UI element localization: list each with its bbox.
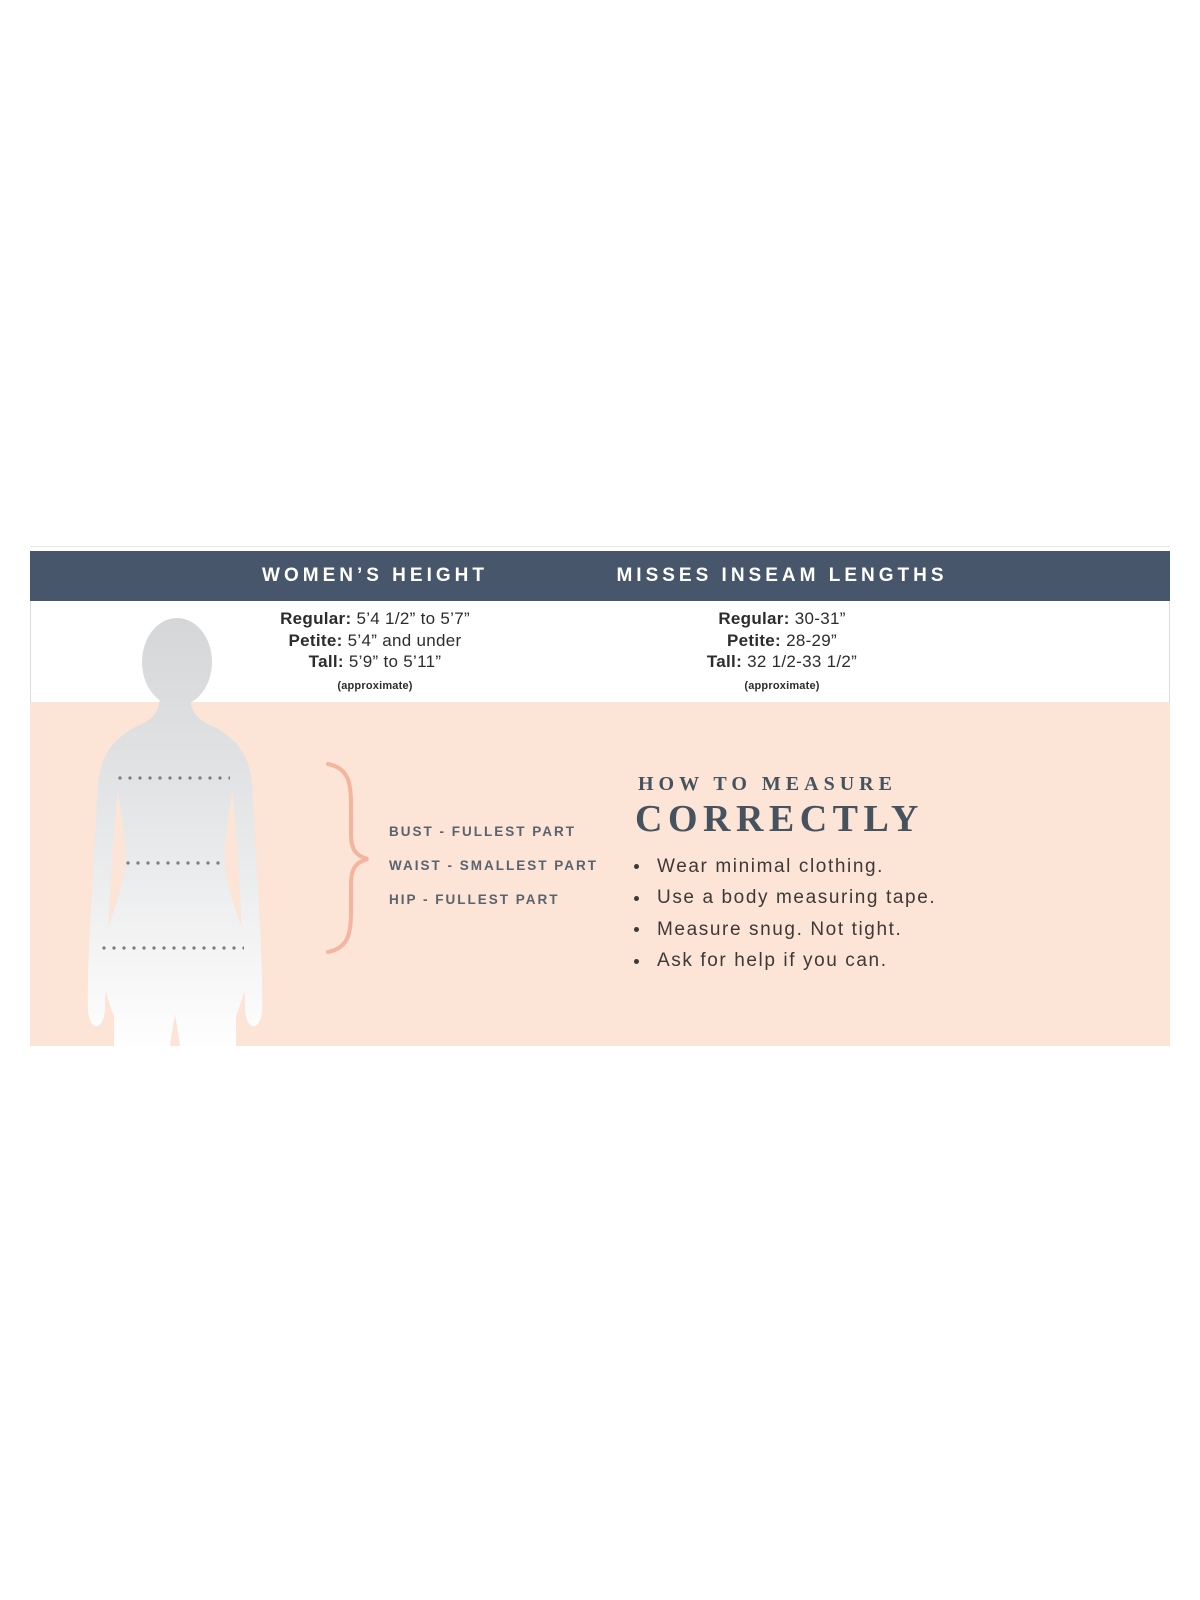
bullet-dot (634, 927, 639, 932)
spec-line-petite (280, 630, 470, 652)
body-measure-labels (389, 824, 598, 926)
hip-dotted-line (102, 946, 244, 950)
tip-item (634, 920, 936, 939)
size-guide-band (30, 551, 1170, 1046)
spec-line-petite (707, 630, 857, 652)
waist-dotted-line (126, 861, 222, 865)
spec-label: Regular: (718, 609, 790, 628)
spec-label: Tall: (706, 652, 743, 671)
female-body-silhouette (78, 616, 272, 1046)
tip-text: Wear minimal clothing. (657, 855, 885, 877)
tip-text: Measure snug. Not tight. (657, 918, 903, 940)
spec-value: 5’9” to 5’11” (348, 652, 442, 671)
misses-inseam-specs (707, 608, 857, 697)
column-header-womens-height: WOMEN’S HEIGHT (262, 565, 488, 586)
spec-value: 5’4” and under (347, 630, 462, 650)
spec-value: 30-31” (794, 609, 846, 628)
spec-label: Tall: (308, 652, 344, 671)
hip-label: HIP - FULLEST PART (389, 892, 560, 907)
approximate-note: (approximate) (337, 679, 413, 692)
spec-value: 28-29” (786, 630, 838, 650)
spec-value: 5’4 1/2” to 5’7” (356, 609, 470, 628)
bullet-dot (634, 959, 639, 964)
tip-text: Ask for help if you can. (657, 950, 888, 971)
how-to-measure-heading (635, 773, 924, 841)
bust-label: BUST - FULLEST PART (389, 824, 576, 839)
column-header-misses-inseam: MISSES INSEAM LENGTHS (616, 565, 948, 586)
bust-dotted-line (118, 776, 230, 780)
approximate-note: (approximate) (744, 679, 820, 692)
womens-height-specs (280, 608, 470, 697)
spec-line-tall (707, 651, 857, 673)
spec-label: Regular: (280, 609, 352, 628)
spec-label: Petite: (288, 630, 343, 650)
table-header-bar (30, 551, 1170, 601)
spec-value: 32 1/2-33 1/2” (747, 652, 858, 671)
spec-line-tall (280, 651, 470, 673)
bullet-dot (634, 864, 639, 869)
spec-label: Petite: (726, 630, 782, 650)
measuring-tips-list (634, 857, 936, 983)
top-hairline-divider (30, 546, 1170, 547)
heading-line-2: CORRECTLY (635, 798, 924, 840)
tip-item (634, 952, 936, 971)
curly-brace (318, 760, 376, 956)
tip-text: Use a body measuring tape. (657, 887, 937, 908)
spec-line-regular (707, 608, 857, 630)
tip-item (634, 857, 936, 876)
spec-line-regular (280, 608, 470, 630)
bullet-dot (634, 896, 639, 901)
waist-label: WAIST - SMALLEST PART (389, 858, 598, 873)
heading-line-1: HOW TO MEASURE (638, 773, 897, 795)
tip-item (634, 889, 936, 908)
